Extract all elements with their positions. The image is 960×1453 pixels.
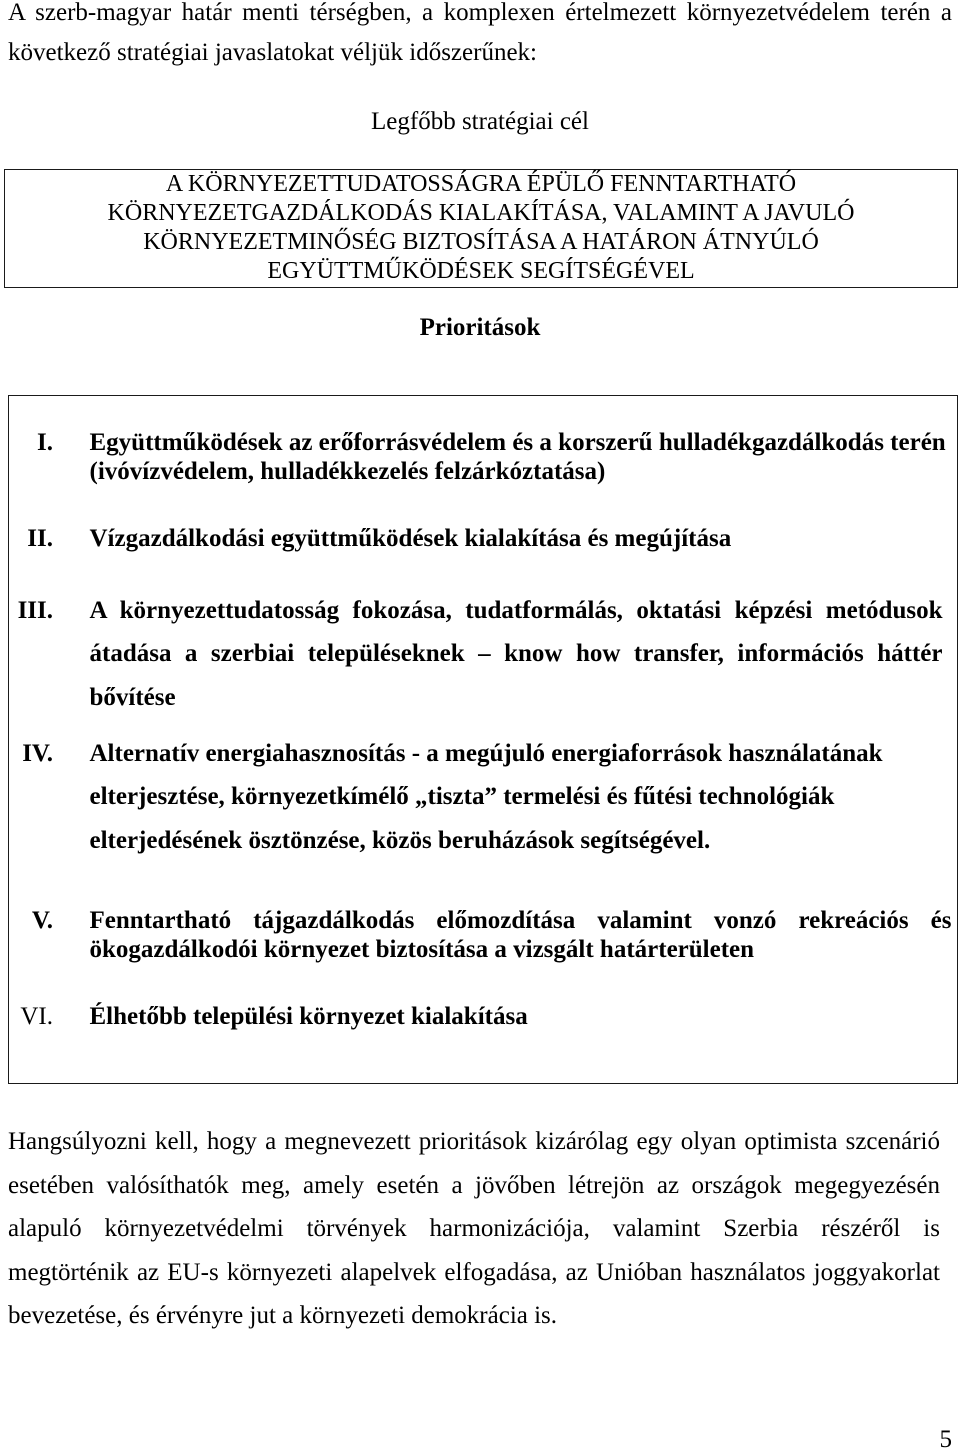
intro-paragraph (8, 0, 952, 73)
priority-text (89, 428, 946, 486)
priority-line: Élhetőbb települési környezet kialakítása (89, 1002, 528, 1030)
priority-line: Fenntartható tájgazdálkodás előmozdítása valamint vonzó rekreációs és (89, 906, 952, 934)
main-goal-line: KÖRNYEZETGAZDÁLKODÁS KIALAKÍTÁSA, VALAMINT A JAVULÓ (107, 200, 855, 226)
intro-line: A szerb-magyar határ menti térségben, a komplexen értelmezett környezetvédelem terén a (8, 0, 952, 26)
priority-number: IV. (22, 739, 53, 767)
priority-text (90, 906, 952, 964)
main-goal-line: A KÖRNYEZETTUDATOSSÁGRA ÉPÜLŐ FENNTARTHATÓ (165, 171, 797, 197)
priorities-heading: Prioritások (419, 314, 541, 341)
priority-text (90, 1002, 943, 1031)
priority-text (90, 524, 943, 553)
priority-line: átadása a szerbiai településeknek – know how transfer, információs háttér (89, 640, 943, 667)
priority-number: III. (17, 596, 53, 624)
main-goal-heading: Legfőbb stratégiai cél (371, 108, 589, 135)
priority-line: Vízgazdálkodási együttműködések kialakítása és megújítása (89, 524, 732, 552)
priority-line: A környezettudatosság fokozása, tudatformálás, oktatási képzési metódusok (89, 596, 943, 624)
priority-number: I. (37, 428, 53, 456)
closing-line: esetében valósíthatók meg, amely esetén a jövőben létrejön az országok megegyezésén (8, 1171, 940, 1199)
main-goal-line: EGYÜTTMŰKÖDÉSEK SEGÍTSÉGÉVEL (267, 258, 695, 284)
page-number: 5 (939, 1426, 952, 1453)
main-goal-box (4, 169, 958, 288)
closing-paragraph (8, 1120, 940, 1338)
closing-line: bevezetése, és érvényre jut a környezeti demokrácia is. (8, 1302, 558, 1329)
closing-line: Hangsúlyozni kell, hogy a megnevezett prioritások kizárólag egy olyan optimista szcenárió (8, 1128, 940, 1155)
priority-text (90, 732, 943, 863)
priority-line: elterjedésének ösztönzése, közös beruházások segítségével. (89, 826, 711, 854)
intro-line: következő stratégiai javaslatokat véljük időszerűnek: (8, 39, 537, 66)
closing-line: alapuló környezetvédelmi törvények harmonizációja, valamint Szerbia részéről is (8, 1215, 940, 1242)
priorities-box (8, 395, 958, 1084)
priority-line: elterjesztése, környezetkímélő „tiszta” termelési és fűtési technológiák (89, 783, 835, 810)
priority-line: ökogazdálkodói környezet biztosítása a vizsgált határterületen (89, 935, 755, 963)
main-goal-line: KÖRNYEZETMINŐSÉG BIZTOSÍTÁSA A HATÁRON ÁTNYÚLÓ (143, 229, 819, 255)
priority-line: (ivóvízvédelem, hulladékkezelés felzárkóztatása) (89, 457, 606, 485)
priority-number: II. (27, 524, 53, 552)
priority-line: Együttműködések az erőforrásvédelem és a korszerű hulladékgazdálkodás terén (89, 428, 946, 456)
priority-line: bővítése (89, 683, 176, 711)
priority-number: V. (31, 906, 53, 934)
priority-line: Alternatív energiahasznosítás - a megújuló energiaforrások használatának (89, 739, 883, 767)
priority-number: VI. (20, 1002, 53, 1030)
priority-text (90, 589, 943, 720)
closing-line: megtörténik az EU-s környezeti alapelvek elfogadása, az Unióban használatos joggyakorlat (8, 1258, 940, 1286)
